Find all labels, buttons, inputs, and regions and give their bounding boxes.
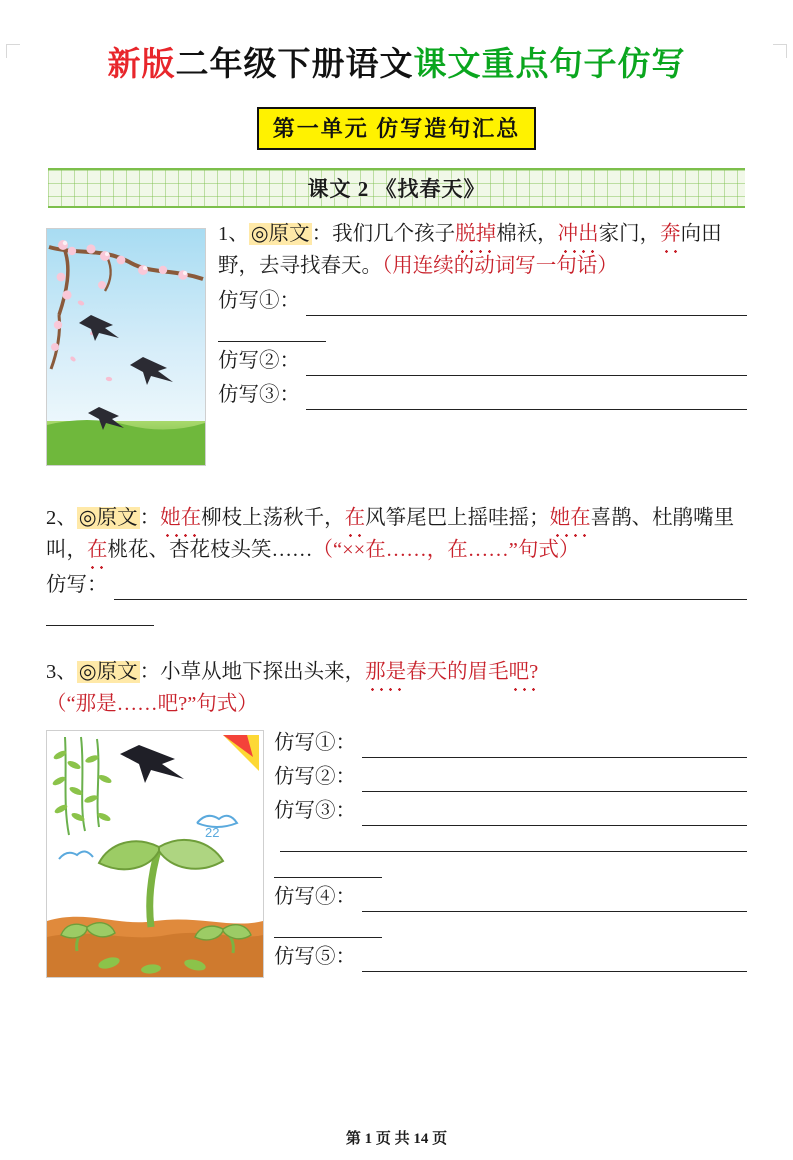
item-2-seg-5: 喜鹊、杜鹃嘴里叫， [46, 507, 735, 561]
spring-blossom-swallows-svg [47, 229, 205, 465]
item-3-fill-4-line-continued[interactable] [274, 916, 382, 938]
item-2-seg-6: 在 [87, 534, 108, 566]
item-3-fill-3-line-continued[interactable] [280, 830, 747, 852]
item-3-fill-4-wrap-line[interactable] [274, 916, 747, 938]
worksheet-content [0, 218, 793, 978]
item-1-number: 1、 [218, 223, 249, 245]
item-2-seg-2: 在 [345, 502, 366, 534]
item-1-fill-1-line-continued[interactable] [218, 320, 326, 342]
svg-text:22: 22 [205, 825, 220, 840]
item-1-seg-2: 棉袄， [496, 223, 558, 245]
item-2-colon: ： [139, 507, 161, 529]
item-1-source-line [218, 218, 747, 282]
item-1-fill-1-label: 仿写①： [218, 290, 300, 312]
lesson-header-label: 课文 2 《找春天》 [307, 177, 486, 201]
sprout-willow-swallow-illustration [46, 730, 264, 978]
item-3-fill-2-label: 仿写②： [274, 766, 356, 788]
item-1-fill-3[interactable] [218, 380, 747, 410]
spring-blossom-swallows-illustration [46, 228, 206, 466]
item-1-seg-3: 冲出 [558, 218, 599, 250]
item-1-seg-5: 奔 [660, 218, 681, 250]
item-2-hint: （“××在……，在……”句式） [312, 539, 580, 561]
item-2-seg-7: 桃花、杏花枝头笑…… [107, 539, 313, 561]
item-2-fill-1-label: 仿写： [46, 574, 108, 596]
item-3-fill-3-short-line[interactable] [274, 856, 747, 878]
item-3-fill-4-line[interactable] [362, 890, 747, 912]
item-3-fill-3[interactable] [274, 796, 747, 826]
sprout-willow-swallow-svg [47, 731, 263, 977]
unit-banner: 第一单元 仿写造句汇总 [257, 107, 537, 150]
exercise-item-3 [46, 656, 747, 978]
page-title [0, 38, 793, 85]
item-3-fill-group [274, 728, 747, 972]
item-1-fill-2-line[interactable] [306, 354, 747, 376]
item-3-fill-5[interactable] [274, 942, 747, 972]
item-3-fill-2-line[interactable] [362, 770, 747, 792]
item-3-seg-2: 春天的眉毛 [406, 661, 509, 683]
item-1-seg-1: 脱掉 [455, 218, 496, 250]
item-3-fill-4-label: 仿写④： [274, 886, 356, 908]
page-corner-mark-top-right [773, 44, 787, 58]
item-3-fill-3-label: 仿写③： [274, 800, 356, 822]
item-2-seg-1: 柳枝上荡秋千， [201, 507, 345, 529]
item-2-source-line [46, 502, 747, 566]
item-1-fill-2[interactable] [218, 346, 747, 376]
item-3-source-label: ◎原文 [78, 661, 138, 683]
item-1-seg-0: 我们几个孩子 [332, 223, 456, 245]
item-3-seg-1: 那是 [365, 656, 406, 688]
item-2-fill-1-wrap-line[interactable] [46, 604, 747, 626]
item-1-colon: ： [311, 223, 333, 245]
item-2-seg-4: 她在 [550, 502, 591, 534]
item-1-seg-6: 向田野，去寻找春天。 [218, 223, 722, 277]
item-3-fill-3-wrap-line[interactable] [274, 830, 747, 852]
item-3-fill-3-line[interactable] [362, 804, 747, 826]
page-corner-mark-top-left [6, 44, 20, 58]
item-1-source-label: ◎原文 [250, 223, 310, 245]
item-3-fill-2[interactable] [274, 762, 747, 792]
item-1-fill-3-line[interactable] [306, 388, 747, 410]
lesson-header-bar [48, 168, 745, 208]
item-3-colon: ： [139, 661, 161, 683]
item-3-hint: （“那是……吧?”句式） [46, 693, 258, 715]
item-1-hint: （用连续的动词写一句话） [382, 255, 618, 277]
item-3-fill-5-label: 仿写⑤： [274, 946, 356, 968]
item-2-fill-1[interactable] [46, 570, 747, 600]
item-3-source-line [46, 656, 747, 720]
worksheet-page [0, 38, 793, 1160]
page-footer: 第 1 页 共 14 页 [345, 1131, 448, 1147]
item-1-fill-1-line[interactable] [306, 294, 747, 316]
item-2-fill-1-line-continued[interactable] [46, 604, 154, 626]
item-3-number: 3、 [46, 661, 77, 683]
item-1-seg-4: 家门， [598, 223, 661, 245]
item-1-fill-3-label: 仿写③： [218, 384, 300, 406]
item-3-fill-3-line-short[interactable] [274, 856, 382, 878]
item-3-fill-4[interactable] [274, 882, 747, 912]
item-3-fill-1-line[interactable] [362, 736, 747, 758]
unit-banner-container [0, 107, 793, 150]
item-1-fill-1-wrap-line[interactable] [218, 320, 747, 342]
item-3-lower-block [46, 728, 747, 978]
item-3-fill-1[interactable] [274, 728, 747, 758]
item-3-seg-0: 小草从地下探出头来， [160, 661, 366, 683]
item-2-seg-3: 风筝尾巴上摇哇摇； [365, 507, 550, 529]
item-1-fill-2-label: 仿写②： [218, 350, 300, 372]
page-title-part-1: 新版 [107, 47, 176, 83]
item-3-seg-3: 吧? [509, 656, 539, 688]
item-2-seg-0: 她在 [160, 502, 201, 534]
item-2-number: 2、 [46, 507, 77, 529]
item-1-fill-1[interactable] [218, 286, 747, 316]
exercise-item-2 [46, 502, 747, 626]
page-title-part-2: 二年级下册语文 [175, 47, 414, 83]
exercise-item-1 [46, 218, 747, 476]
item-2-fill-1-line[interactable] [114, 578, 748, 600]
item-3-fill-1-label: 仿写①： [274, 732, 356, 754]
page-title-part-3: 课文重点句子仿写 [413, 47, 686, 83]
item-2-source-label: ◎原文 [78, 507, 138, 529]
item-1-text-block [218, 218, 747, 410]
item-3-fill-5-line[interactable] [362, 950, 747, 972]
